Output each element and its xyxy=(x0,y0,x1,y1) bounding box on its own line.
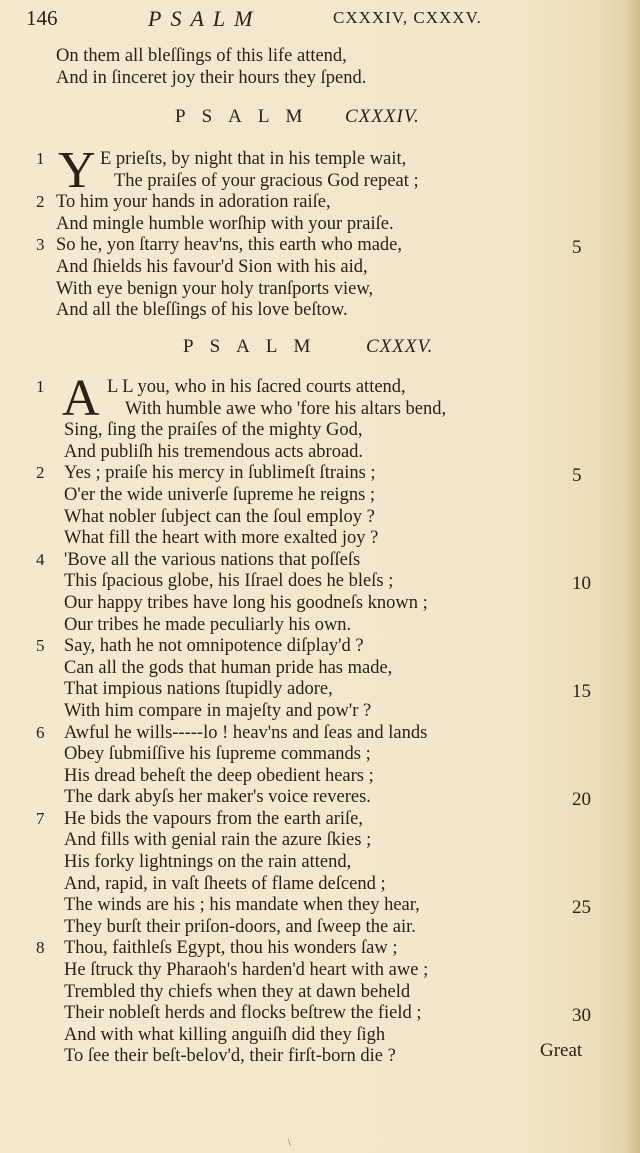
psalm-134-verses xyxy=(0,142,640,322)
verse-line xyxy=(0,636,640,658)
verse-line xyxy=(0,257,640,279)
verse-line xyxy=(0,679,640,701)
verse-line xyxy=(0,615,640,637)
verse-text: Sing, ſing the praiſes of the mighty God, xyxy=(64,420,363,441)
verse-text: Trembled thy chiefs when they at dawn beheld xyxy=(64,981,411,1002)
verse-number: 6 xyxy=(36,722,45,742)
verse-line xyxy=(0,485,640,507)
verse-number: 8 xyxy=(36,938,45,958)
verse-text: The dark abyſs her maker's voice reveres. xyxy=(64,787,371,808)
verse-line xyxy=(0,809,640,831)
verse-text: So he, yon ſtarry heav'ns, this earth who made, xyxy=(56,235,403,256)
verse-line xyxy=(0,960,640,982)
verse-line xyxy=(0,279,640,301)
verse-text: With him compare in majeſty and pow'r ? xyxy=(64,700,372,721)
line-count-number: 15 xyxy=(572,681,591,703)
verse-line xyxy=(0,982,640,1004)
verse-text: That impious nations ſtupidly adore, xyxy=(64,679,333,700)
verse-text: He ſtruck thy Pharaoh's harden'd heart with awe ; xyxy=(64,960,429,981)
verse-text: The praiſes of your gracious God repeat ; xyxy=(114,170,419,191)
verse-line xyxy=(0,658,640,680)
bottom-mark: \ xyxy=(288,1138,291,1149)
verse-line xyxy=(0,46,640,68)
line-count-number: 20 xyxy=(572,789,591,811)
verse-line xyxy=(0,852,640,874)
verse-text: L L you, who in his ſacred courts attend, xyxy=(107,377,406,397)
verse-line xyxy=(0,830,640,852)
verse-text: And fills with genial rain the azure ſkies ; xyxy=(64,830,372,851)
verse-line xyxy=(0,399,640,421)
line-count-number: 5 xyxy=(572,465,582,487)
heading-numeral: CXXXIV. xyxy=(345,106,420,127)
verse-line xyxy=(0,701,640,723)
verse-text: 'Bove all the various nations that poſſeſs xyxy=(64,549,361,570)
verse-text: And in ſinceret joy their hours they ſpend. xyxy=(56,67,367,88)
drop-cap: Y xyxy=(58,142,96,199)
page-number: 146 xyxy=(26,6,58,30)
verse-line xyxy=(0,235,640,257)
verse-line xyxy=(0,192,640,214)
running-title: PSALM xyxy=(148,6,262,31)
verse-number: 2 xyxy=(36,192,45,212)
verse-line xyxy=(0,895,640,917)
verse-line xyxy=(0,593,640,615)
verse-line xyxy=(0,528,640,550)
verse-text: To him your hands in adoration raiſe, xyxy=(56,192,331,213)
verse-text: The winds are his ; his mandate when they hear, xyxy=(64,895,420,916)
verse-text: On them all bleſſings of this life attend, xyxy=(56,46,347,66)
running-psalm-numbers: CXXXIV, CXXXV. xyxy=(333,8,482,27)
verse-text: And publiſh his tremendous acts abroad. xyxy=(64,441,364,462)
verse-line xyxy=(0,214,640,236)
verse-text: Say, hath he not omnipotence diſplay'd ? xyxy=(64,636,364,657)
verse-text: And with what killing anguiſh did they ſigh xyxy=(64,1024,386,1045)
verse-text: To ſee their beſt-belov'd, their firſt-born die ? xyxy=(64,1046,396,1067)
verse-text: His dread beheſt the deep obedient hears ; xyxy=(64,765,374,786)
verse-text: This ſpacious globe, his Iſrael does he bleſs ; xyxy=(64,571,394,592)
heading-word: PSALM xyxy=(175,106,319,127)
verse-text: He bids the vapours from the earth ariſe, xyxy=(64,808,363,829)
verse-line xyxy=(0,300,640,322)
verse-line xyxy=(0,463,640,485)
verse-text: They burſt their priſon-doors, and ſweep the air. xyxy=(64,916,416,937)
verse-text: With eye benign your holy tranſports view, xyxy=(56,278,374,299)
verse-text: Thou, faithleſs Egypt, thou his wonders ſaw ; xyxy=(64,938,398,959)
verse-line xyxy=(0,1003,640,1025)
verse-text: Yes ; praiſe his mercy in ſublimeſt ſtrains ; xyxy=(64,463,376,484)
verse-line xyxy=(0,442,640,464)
verse-line xyxy=(0,149,640,171)
verse-line xyxy=(0,171,640,193)
verse-line xyxy=(0,766,640,788)
opening-lines xyxy=(0,46,640,89)
running-header xyxy=(26,6,606,36)
verse-text: Our happy tribes have long his goodneſs known ; xyxy=(64,592,428,613)
verse-line xyxy=(0,420,640,442)
line-count-number: 25 xyxy=(572,897,591,919)
verse-number: 3 xyxy=(36,235,45,255)
verse-number: 5 xyxy=(36,636,45,656)
verse-text: Awful he wills-----lo ! heav'ns and ſeas and lands xyxy=(64,722,428,743)
verse-text: And mingle humble worſhip with your praiſe. xyxy=(56,213,394,234)
line-count-number: 10 xyxy=(572,573,591,595)
drop-cap: A xyxy=(62,370,100,427)
verse-text: Our tribes he made peculiarly his own. xyxy=(64,614,352,635)
verse-text: With humble awe who 'fore his altars bend, xyxy=(125,398,447,419)
heading-word: PSALM xyxy=(183,336,327,357)
verse-number: 4 xyxy=(36,549,45,569)
line-count-number: 5 xyxy=(572,237,582,259)
verse-text: Can all the gods that human pride has made, xyxy=(64,657,393,678)
verse-line xyxy=(0,68,640,90)
verse-line xyxy=(0,787,640,809)
line-count-number: 30 xyxy=(572,1005,591,1027)
psalm-135-verses xyxy=(0,370,640,1068)
catchword: Great xyxy=(540,1040,583,1061)
verse-text: Their nobleſt herds and flocks beſtrew the field ; xyxy=(64,1003,422,1024)
verse-line xyxy=(0,507,640,529)
verse-text: And ſhields his favour'd Sion with his aid, xyxy=(56,256,368,277)
verse-text: E prieſts, by night that in his temple wait, xyxy=(100,149,407,169)
verse-number: 2 xyxy=(36,463,45,483)
heading-numeral: CXXXV. xyxy=(366,336,434,357)
verse-line xyxy=(0,550,640,572)
verse-line xyxy=(0,377,640,399)
verse-text: What fill the heart with more exalted joy ? xyxy=(64,528,379,549)
verse-line xyxy=(0,744,640,766)
verse-text: His forky lightnings on the rain attend, xyxy=(64,852,352,873)
verse-number: 1 xyxy=(36,149,45,168)
verse-number: 1 xyxy=(36,377,45,396)
verse-text: And all the bleſſings of his love beſtow. xyxy=(56,300,348,321)
verse-line xyxy=(0,723,640,745)
verse-text: Obey ſubmiſſive his ſupreme commands ; xyxy=(64,744,371,765)
verse-line xyxy=(0,571,640,593)
verse-line xyxy=(0,874,640,896)
verse-line xyxy=(0,938,640,960)
verse-text: O'er the wide univerſe ſupreme he reigns ; xyxy=(64,484,376,505)
verse-line xyxy=(0,917,640,939)
verse-number: 7 xyxy=(36,808,45,828)
verse-text: And, rapid, in vaſt ſheets of flame deſcend ; xyxy=(64,873,386,894)
verse-text: What nobler ſubject can the ſoul employ ? xyxy=(64,506,375,527)
